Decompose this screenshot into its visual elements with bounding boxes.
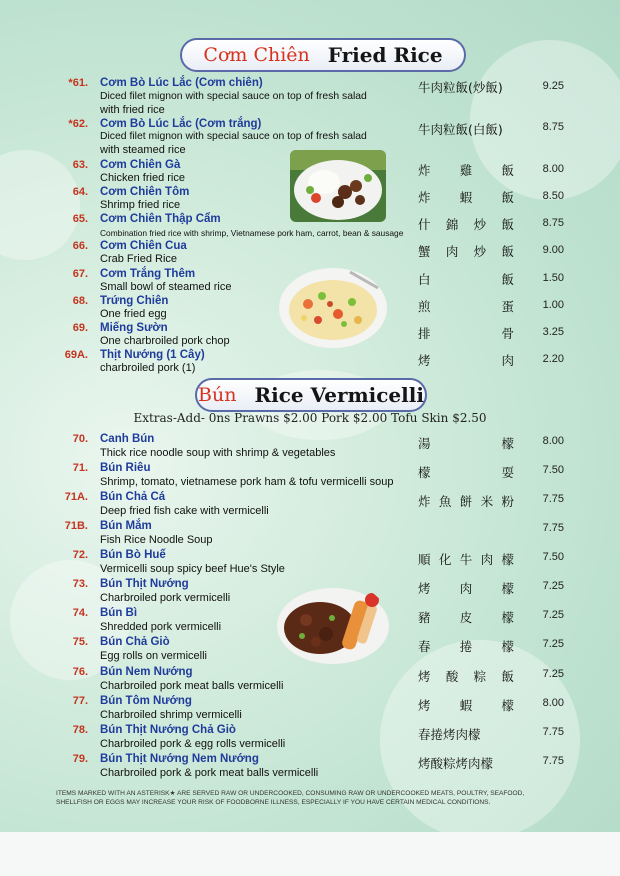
item-price: 8.00 (542, 697, 564, 709)
chinese-char: 粉 (501, 494, 514, 509)
item-chinese-name (418, 242, 514, 260)
item-number: 77. (72, 695, 88, 707)
item-chinese-name (418, 351, 514, 369)
chinese-char: 骨 (501, 326, 514, 341)
chinese-char: 烤 (418, 353, 431, 368)
vermicelli-bowl-photo (276, 586, 390, 666)
chinese-char: 飯 (501, 244, 514, 259)
item-chinese-name (418, 463, 514, 481)
item-description: Charbroiled pork & pork meat balls vermicelli (100, 767, 319, 779)
item-price: 2.20 (542, 353, 564, 365)
item-number: 63. (72, 159, 88, 171)
item-chinese-name (418, 188, 514, 206)
item-chinese-name: 烤酸粽烤肉檬 (418, 756, 494, 771)
chinese-char: 蟹 (418, 244, 431, 259)
chinese-char: 肉 (480, 552, 494, 567)
item-name: Trứng Chiên (100, 295, 169, 307)
chinese-char: 湯 (418, 436, 431, 451)
item-description: Shrimp, tomato, vietnamese pork ham & tofu vermicelli soup (100, 476, 394, 488)
section-title-vietnamese: Bún (198, 384, 237, 406)
chinese-char: 肉 (445, 244, 459, 259)
item-price: 9.00 (542, 244, 564, 256)
chinese-char: 檬 (501, 581, 514, 596)
chinese-char: 烤 (418, 581, 431, 596)
item-name: Cơm Chiên Thập Cẩm (100, 213, 221, 225)
chinese-char: 蝦 (459, 698, 473, 713)
chinese-char: 檬 (501, 610, 514, 625)
chinese-char: 檬 (501, 436, 514, 451)
item-price: 7.25 (542, 668, 564, 680)
item-name: Bún Bò Huế (100, 549, 166, 561)
disclaimer-line-2: SHELLFISH OR EGGS MAY INCREASE YOUR RISK OF FOODBORNE ILLNESS, ESPECIALLY IF YOU HAVE CERTAIN MEDICAL CONDITIONS. (56, 799, 491, 806)
item-name: Bún Nem Nướng (100, 666, 193, 678)
chinese-char: 耍 (501, 465, 514, 480)
chinese-char: 飯 (501, 190, 514, 205)
item-name: Bún Thịt Nướng Chả Giò (100, 724, 236, 736)
item-number: 73. (72, 578, 88, 590)
item-price: 7.25 (542, 638, 564, 650)
item-name: Cơm Chiên Cua (100, 240, 187, 252)
chinese-char: 炸 (418, 190, 431, 205)
chinese-char: 雞 (459, 163, 473, 178)
item-price: 3.25 (542, 326, 564, 338)
item-name: Cơm Trắng Thêm (100, 268, 196, 280)
item-description-line2: with steamed rice (100, 144, 186, 156)
item-description: One fried egg (100, 308, 167, 320)
item-chinese-name (418, 161, 514, 179)
item-number: 74. (72, 607, 88, 619)
fried-rice-beef-photo (290, 150, 386, 222)
chinese-char: 豬 (418, 610, 431, 625)
item-description: Diced filet mignon with special sauce on top of fresh salad (100, 91, 367, 102)
item-description: Small bowl of steamed rice (100, 281, 232, 293)
item-number: 79. (72, 753, 88, 765)
disclaimer-line-1: ITEMS MARKED WITH AN ASTERISK★ ARE SERVED RAW OR UNDERCOOKED, CONSUMING RAW OR UNDERCOOKED MEATS, POULTRY, SEAFOOD, (56, 790, 525, 797)
item-price: 7.75 (542, 522, 564, 534)
item-description: Charbroiled pork vermicelli (100, 592, 231, 604)
raw-food-disclaimer (56, 789, 596, 807)
chinese-char: 檬 (501, 552, 514, 567)
item-name: Bún Chả Cá (100, 491, 166, 503)
item-chinese-name (418, 270, 514, 288)
item-number: 65. (72, 213, 88, 225)
item-name: Canh Bún (100, 433, 155, 445)
chinese-char: 檬 (501, 698, 514, 713)
chinese-char: 飯 (501, 669, 514, 684)
item-number: 69. (72, 322, 88, 334)
chinese-char: 烤 (418, 698, 431, 713)
item-price: 9.25 (542, 80, 564, 92)
fried-rice-banner (180, 38, 466, 72)
chinese-char: 炒 (473, 244, 487, 259)
item-name: Cơm Chiên Tôm (100, 186, 190, 198)
item-name: Cơm Bò Lúc Lắc (Cơm chiên) (100, 77, 263, 89)
chinese-char: 飯 (501, 272, 514, 287)
chinese-char: 順 (418, 552, 431, 567)
item-name: Bún Tôm Nướng (100, 695, 192, 707)
item-name: Bún Riêu (100, 462, 151, 474)
item-price: 8.75 (542, 121, 564, 133)
chinese-char: 什 (418, 217, 431, 232)
item-description: Deep fried fish cake with vermicelli (100, 505, 269, 517)
chinese-char: 飯 (501, 217, 514, 232)
chinese-char: 白 (418, 272, 431, 287)
item-chinese-name (418, 637, 514, 655)
item-price: 8.00 (542, 163, 564, 175)
chinese-char: 檬 (501, 639, 514, 654)
item-number: 64. (72, 186, 88, 198)
item-description: Thick rice noodle soup with shrimp & vegetables (100, 447, 336, 459)
item-number: 78. (72, 724, 88, 736)
item-chinese-name (418, 434, 514, 452)
item-number: 68. (72, 295, 88, 307)
chinese-char: 餅 (459, 494, 473, 509)
item-description: Vermicelli soup spicy beef Hue's Style (100, 563, 285, 575)
rice-vermicelli-banner (195, 378, 427, 412)
item-chinese-name (418, 667, 514, 685)
item-description: Shrimp fried rice (100, 199, 181, 211)
chinese-char: 春 (418, 639, 431, 654)
item-price: 1.00 (542, 299, 564, 311)
item-name: Bún Chả Giò (100, 636, 170, 648)
item-price: 7.25 (542, 580, 564, 592)
item-name: Bún Mắm (100, 520, 152, 532)
section-title-english: Fried Rice (327, 43, 443, 67)
combination-fried-rice-photo (278, 266, 388, 350)
item-description: Combination fried rice with shrimp, Vietnamese pork ham, carrot, bean & sausage (100, 228, 404, 238)
chinese-char: 酸 (445, 669, 459, 684)
item-number: 69A. (64, 349, 88, 361)
item-chinese-name (418, 297, 514, 315)
item-number: 76. (72, 666, 88, 678)
extras-add-ons: Extras-Add- 0ns Prawns $2.00 Pork $2.00 Tofu Skin $2.50 (133, 411, 487, 425)
page-bottom-margin (0, 832, 620, 876)
item-chinese-name (418, 608, 514, 626)
item-description: Diced filet mignon with special sauce on top of fresh salad (100, 131, 367, 142)
item-description: Charbroiled pork meat balls vermicelli (100, 680, 284, 692)
item-chinese-name (418, 550, 514, 568)
item-chinese-name (418, 696, 514, 714)
item-name: Bún Thịt Nướng Nem Nướng (100, 753, 259, 765)
item-price: 7.50 (542, 551, 564, 563)
item-name: Bún Thịt Nướng (100, 578, 189, 590)
item-number: 66. (72, 240, 88, 252)
chinese-char: 粽 (473, 669, 487, 684)
item-number: 71A. (64, 491, 88, 503)
item-price: 8.75 (542, 217, 564, 229)
item-chinese-name (418, 324, 514, 342)
item-name: Thịt Nướng (1 Cây) (100, 349, 205, 361)
item-price: 1.50 (542, 272, 564, 284)
item-description: Charbroiled shrimp vermicelli (100, 709, 242, 721)
item-price: 8.50 (542, 190, 564, 202)
item-chinese-name (418, 579, 514, 597)
item-name: Miếng Sườn (100, 322, 168, 334)
item-price: 7.75 (542, 493, 564, 505)
item-number: 67. (72, 268, 88, 280)
item-price: 7.50 (542, 464, 564, 476)
item-price: 8.00 (542, 435, 564, 447)
item-name: Cơm Chiên Gà (100, 159, 181, 171)
chinese-char: 炸 (418, 494, 431, 509)
item-chinese-name: 牛肉粒飯(白飯) (418, 122, 503, 137)
item-price: 7.75 (542, 726, 564, 738)
item-number: 71. (72, 462, 88, 474)
item-description: Crab Fried Rice (100, 253, 178, 265)
item-number: 72. (72, 549, 88, 561)
item-number: 75. (72, 636, 88, 648)
chinese-char: 肉 (459, 581, 473, 596)
item-chinese-name (418, 492, 514, 510)
item-number: 70. (72, 433, 88, 445)
item-number: 71B. (64, 520, 88, 532)
item-chinese-name: 春捲烤肉檬 (418, 727, 481, 742)
item-number: *62. (68, 118, 88, 130)
item-description: Shredded pork vermicelli (100, 621, 222, 633)
chinese-char: 牛 (459, 552, 473, 567)
chinese-char: 魚 (438, 494, 452, 509)
chinese-char: 錦 (445, 217, 459, 232)
chinese-char: 蛋 (501, 299, 514, 314)
chinese-char: 煎 (418, 299, 431, 314)
item-description: Egg rolls on vermicelli (100, 650, 207, 662)
chinese-char: 米 (480, 494, 494, 509)
item-number: *61. (68, 77, 88, 89)
chinese-char: 炸 (418, 163, 431, 178)
item-name: Cơm Bò Lúc Lắc (Cơm trắng) (100, 118, 262, 130)
item-description-line2: with fried rice (100, 104, 165, 116)
item-price: 7.75 (542, 755, 564, 767)
item-description: Chicken fried rice (100, 172, 185, 184)
chinese-char: 烤 (418, 669, 431, 684)
section-title-english: Rice Vermicelli (254, 383, 424, 407)
item-description: charbroiled pork (1) (100, 362, 196, 374)
item-name: Bún Bì (100, 607, 138, 619)
item-chinese-name (418, 215, 514, 233)
chinese-char: 蝦 (459, 190, 473, 205)
chinese-char: 捲 (459, 639, 473, 654)
chinese-char: 排 (418, 326, 431, 341)
item-description: Charbroiled pork & egg rolls vermicelli (100, 738, 286, 750)
chinese-char: 飯 (501, 163, 514, 178)
chinese-char: 肉 (501, 353, 514, 368)
item-description: One charbroiled pork chop (100, 335, 230, 347)
section-title-vietnamese: Cơm Chiên (203, 44, 310, 66)
chinese-char: 化 (438, 552, 452, 567)
item-chinese-name: 牛肉粒飯(炒飯) (418, 80, 503, 95)
chinese-char: 炒 (473, 217, 487, 232)
item-description: Fish Rice Noodle Soup (100, 534, 213, 546)
item-price: 7.25 (542, 609, 564, 621)
chinese-char: 皮 (459, 610, 473, 625)
chinese-char: 檬 (418, 465, 431, 480)
